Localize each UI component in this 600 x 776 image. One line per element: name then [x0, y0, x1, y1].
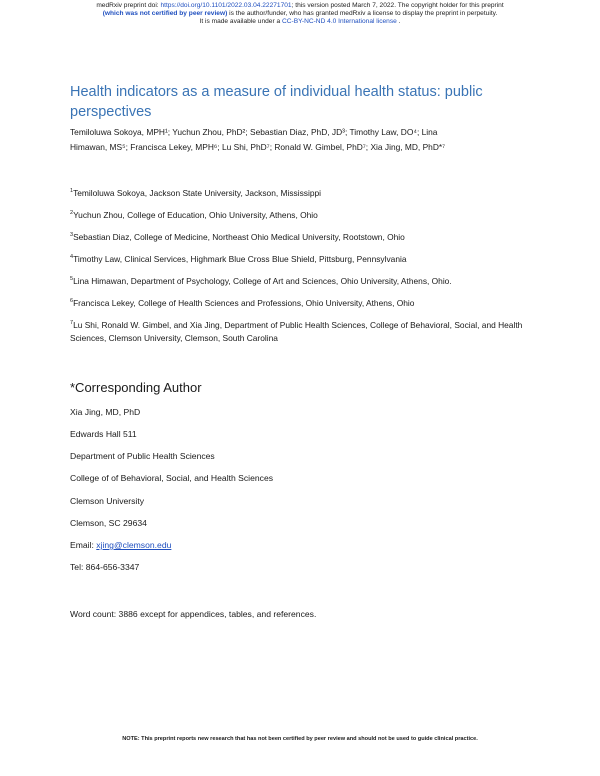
corresponding-email: Email: xjing@clemson.edu	[70, 540, 172, 550]
peer-review-notice: (which was not certified by peer review)	[102, 10, 228, 18]
affiliation-7: $^7$Lu Shi, Ronald W. Gimbel, and Xia Jing, Department of Public Health Sciences, College of Behavioral, Social, and Health Sciences, Clemson University, Clemson, South Carolina	[70, 320, 523, 343]
license-link[interactable]: CC-BY-NC-ND 4.0 International license	[281, 18, 397, 26]
footer-note: NOTE: This preprint reports new research that has not been certified by peer review and should not be used to guide clinical practice.	[122, 736, 478, 742]
email-link[interactable]: xjing@clemson.edu	[96, 540, 172, 550]
banner-line-3: It is made available under a CC-BY-NC-ND 4.0 International license .	[199, 18, 401, 26]
affiliation-1: $^1$Temiloluwa Sokoya, Jackson State University, Jackson, Mississippi	[70, 188, 321, 198]
affiliation-2: $^2$Yuchun Zhou, College of Education, Ohio University, Athens, Ohio	[70, 210, 318, 220]
word-count: Word count: 3886 except for appendices, tables, and references.	[70, 609, 317, 619]
corresponding-office: Edwards Hall 511	[70, 429, 137, 439]
paper-title: Health indicators as a measure of individual health status: public perspectives	[70, 84, 483, 120]
affiliation-5: $^5$Lina Himawan, Department of Psychology, College of Art and Sciences, Ohio University, Athens, Ohio.	[70, 276, 452, 286]
affiliation-6: $^6$Francisca Lekey, College of Health Sciences and Professions, Ohio University, Athens, Ohio	[70, 298, 415, 308]
corresponding-college: College of of Behavioral, Social, and Health Sciences	[70, 473, 274, 483]
corresponding-department: Department of Public Health Sciences	[70, 451, 215, 461]
corresponding-city: Clemson, SC 29634	[70, 518, 147, 528]
preprint-banner	[0, 2, 600, 27]
affiliation-4: $^4$Timothy Law, Clinical Services, Highmark Blue Cross Blue Shield, Pittsburg, Pennsylvania	[70, 254, 407, 264]
banner-line-2: (which was not certified by peer review) is the author/funder, who has granted medRxiv a license to display the preprint in perpetuity.	[102, 10, 498, 18]
affiliation-3: $^3$Sebastian Diaz, College of Medicine, Northeast Ohio Medical University, Rootstown, Ohio	[70, 232, 405, 242]
author-line-2: Himawan, MS⁵; Francisca Lekey, MPH⁶; Lu Shi, PhD⁷; Ronald W. Gimbel, PhD⁷; Xia Jing, MD, PhD*⁷	[70, 142, 446, 152]
corresponding-university: Clemson University	[70, 496, 145, 506]
corresponding-author-heading: *Corresponding Author	[70, 380, 202, 395]
corresponding-name: Xia Jing, MD, PhD	[70, 407, 141, 417]
corresponding-tel: Tel: 864-656-3347	[70, 562, 140, 572]
author-line-1: Temiloluwa Sokoya, MPH¹; Yuchun Zhou, PhD²; Sebastian Diaz, PhD, JD³; Timothy Law, DO⁴; Lina	[70, 127, 438, 137]
author-list	[70, 125, 540, 155]
doi-link[interactable]: https://doi.org/10.1101/2022.03.04.22271701	[160, 2, 292, 9]
banner-line-1: medRxiv preprint doi: https://doi.org/10.1101/2022.03.04.22271701; this version posted March 7, 2022. The copyright holder for this preprint	[96, 2, 504, 9]
